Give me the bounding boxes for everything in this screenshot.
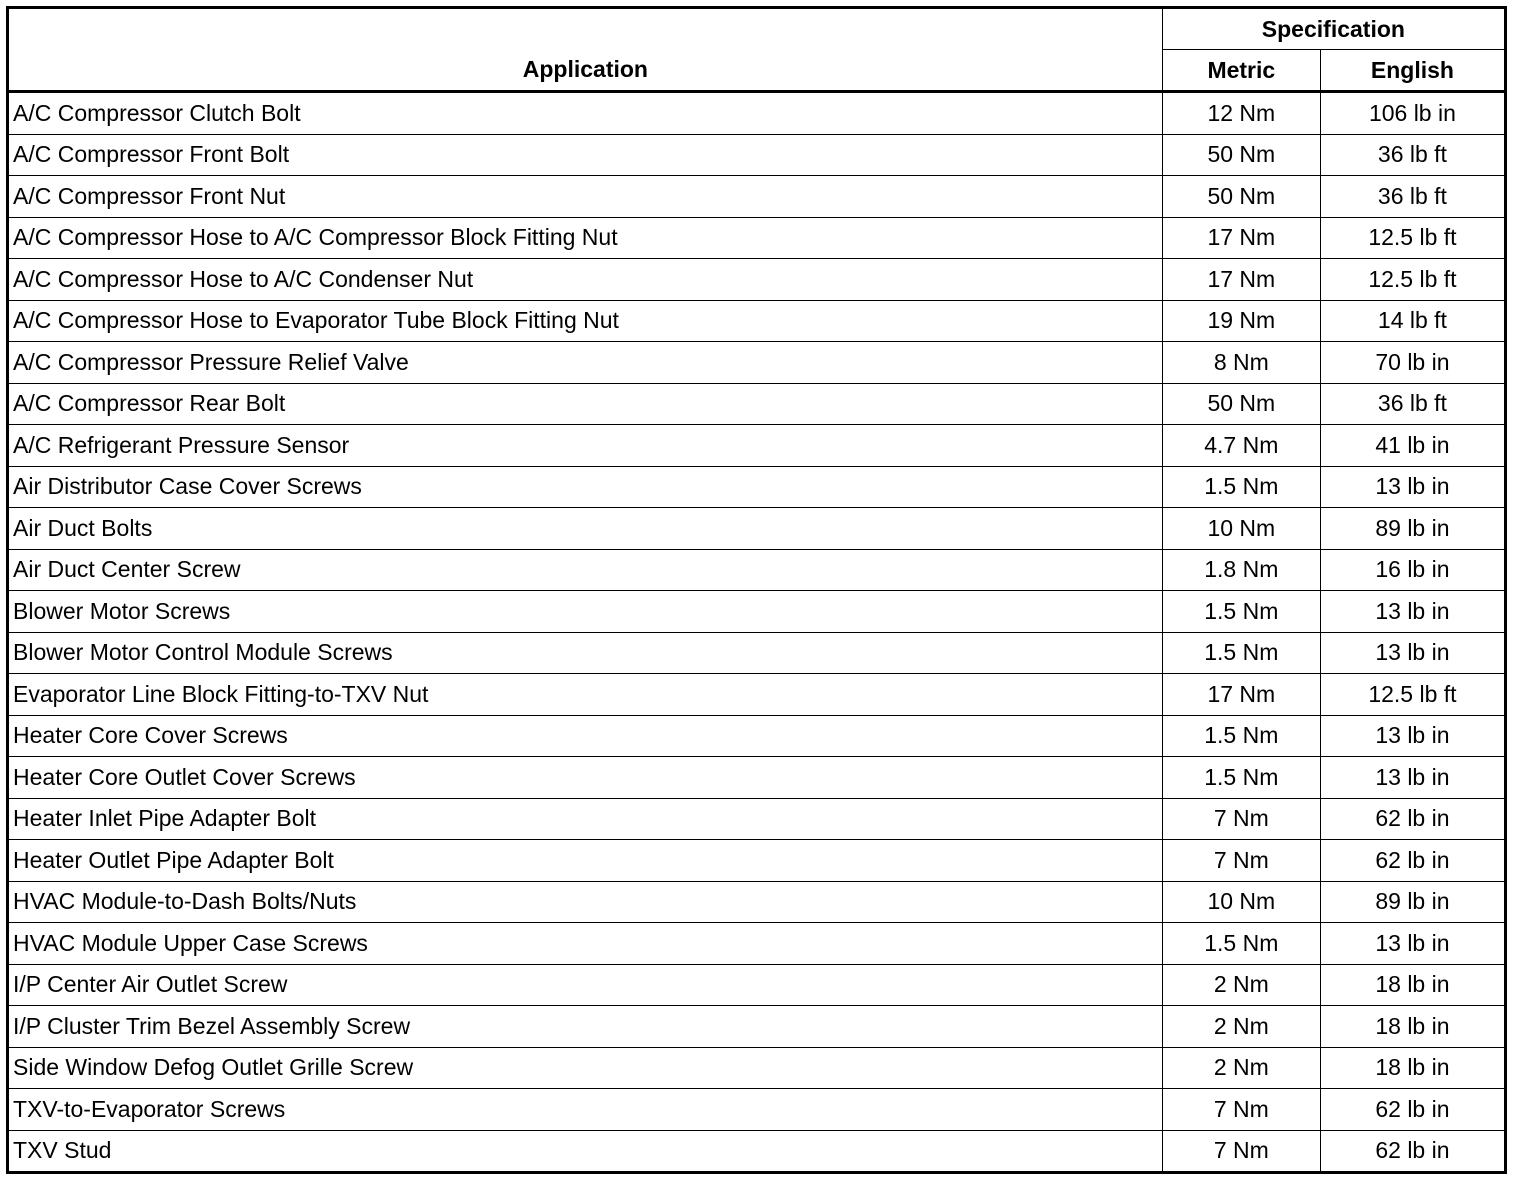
table-row [8,425,1506,467]
table-row [8,217,1506,259]
table-row [8,964,1506,1006]
metric-cell: 1.5 Nm [1162,757,1320,799]
metric-cell: 8 Nm [1162,342,1320,384]
application-cell: Air Duct Center Screw [8,549,1163,591]
english-cell: 89 lb in [1320,881,1505,923]
application-cell: Heater Core Outlet Cover Screws [8,757,1163,799]
application-cell: I/P Center Air Outlet Screw [8,964,1163,1006]
table-row [8,300,1506,342]
metric-cell: 50 Nm [1162,134,1320,176]
table-row [8,508,1506,550]
english-cell: 13 lb in [1320,466,1505,508]
english-cell: 14 lb ft [1320,300,1505,342]
application-cell: I/P Cluster Trim Bezel Assembly Screw [8,1006,1163,1048]
metric-column-header: Metric [1162,50,1320,92]
table-row [8,342,1506,384]
metric-cell: 19 Nm [1162,300,1320,342]
table-row [8,259,1506,301]
table-row [8,840,1506,882]
english-cell: 41 lb in [1320,425,1505,467]
english-cell: 62 lb in [1320,1130,1505,1173]
english-cell: 16 lb in [1320,549,1505,591]
metric-cell: 17 Nm [1162,259,1320,301]
english-cell: 12.5 lb ft [1320,674,1505,716]
application-cell: Side Window Defog Outlet Grille Screw [8,1047,1163,1089]
metric-cell: 10 Nm [1162,508,1320,550]
application-cell: Air Duct Bolts [8,508,1163,550]
metric-cell: 7 Nm [1162,798,1320,840]
application-cell: Air Distributor Case Cover Screws [8,466,1163,508]
application-cell: A/C Compressor Hose to A/C Compressor Block Fitting Nut [8,217,1163,259]
english-cell: 62 lb in [1320,798,1505,840]
english-cell: 106 lb in [1320,92,1505,135]
metric-cell: 7 Nm [1162,840,1320,882]
application-cell: Heater Core Cover Screws [8,715,1163,757]
application-cell: TXV Stud [8,1130,1163,1173]
metric-cell: 50 Nm [1162,176,1320,218]
english-cell: 12.5 lb ft [1320,217,1505,259]
english-cell: 13 lb in [1320,632,1505,674]
table-row [8,1089,1506,1131]
table-row [8,466,1506,508]
metric-cell: 1.8 Nm [1162,549,1320,591]
metric-cell: 2 Nm [1162,964,1320,1006]
english-cell: 36 lb ft [1320,383,1505,425]
table-row [8,632,1506,674]
english-cell: 36 lb ft [1320,176,1505,218]
table-row [8,549,1506,591]
application-cell: A/C Compressor Clutch Bolt [8,92,1163,135]
english-column-header: English [1320,50,1505,92]
english-cell: 18 lb in [1320,964,1505,1006]
application-cell: A/C Compressor Front Bolt [8,134,1163,176]
english-cell: 70 lb in [1320,342,1505,384]
metric-cell: 1.5 Nm [1162,591,1320,633]
table-row [8,715,1506,757]
application-cell: A/C Compressor Pressure Relief Valve [8,342,1163,384]
metric-cell: 50 Nm [1162,383,1320,425]
metric-cell: 7 Nm [1162,1089,1320,1131]
english-cell: 13 lb in [1320,715,1505,757]
table-row [8,591,1506,633]
english-cell: 18 lb in [1320,1006,1505,1048]
metric-cell: 17 Nm [1162,217,1320,259]
english-cell: 36 lb ft [1320,134,1505,176]
application-cell: TXV-to-Evaporator Screws [8,1089,1163,1131]
application-cell: Evaporator Line Block Fitting-to-TXV Nut [8,674,1163,716]
table-row [8,798,1506,840]
application-cell: Heater Inlet Pipe Adapter Bolt [8,798,1163,840]
header-row-top [8,8,1506,50]
english-cell: 13 lb in [1320,923,1505,965]
metric-cell: 7 Nm [1162,1130,1320,1173]
english-cell: 12.5 lb ft [1320,259,1505,301]
application-cell: A/C Compressor Rear Bolt [8,383,1163,425]
english-cell: 89 lb in [1320,508,1505,550]
metric-cell: 12 Nm [1162,92,1320,135]
application-cell: HVAC Module-to-Dash Bolts/Nuts [8,881,1163,923]
metric-cell: 1.5 Nm [1162,632,1320,674]
application-cell: A/C Compressor Front Nut [8,176,1163,218]
application-column-header: Application [8,8,1163,92]
table-body [8,92,1506,1173]
application-cell: Blower Motor Control Module Screws [8,632,1163,674]
table-row [8,1006,1506,1048]
table-row [8,757,1506,799]
metric-cell: 2 Nm [1162,1006,1320,1048]
table-row [8,383,1506,425]
application-cell: A/C Compressor Hose to Evaporator Tube Block Fitting Nut [8,300,1163,342]
table-row [8,134,1506,176]
table-row [8,881,1506,923]
metric-cell: 1.5 Nm [1162,923,1320,965]
english-cell: 13 lb in [1320,757,1505,799]
application-cell: Heater Outlet Pipe Adapter Bolt [8,840,1163,882]
application-cell: A/C Refrigerant Pressure Sensor [8,425,1163,467]
table-row [8,923,1506,965]
fastener-torque-spec-table [6,6,1507,1174]
metric-cell: 1.5 Nm [1162,715,1320,757]
table-row [8,1130,1506,1173]
table-row [8,1047,1506,1089]
english-cell: 62 lb in [1320,840,1505,882]
english-cell: 62 lb in [1320,1089,1505,1131]
application-cell: A/C Compressor Hose to A/C Condenser Nut [8,259,1163,301]
english-cell: 18 lb in [1320,1047,1505,1089]
specification-group-header: Specification [1162,8,1505,50]
application-cell: Blower Motor Screws [8,591,1163,633]
metric-cell: 10 Nm [1162,881,1320,923]
metric-cell: 17 Nm [1162,674,1320,716]
table-row [8,674,1506,716]
metric-cell: 2 Nm [1162,1047,1320,1089]
metric-cell: 1.5 Nm [1162,466,1320,508]
metric-cell: 4.7 Nm [1162,425,1320,467]
application-cell: HVAC Module Upper Case Screws [8,923,1163,965]
table-row [8,176,1506,218]
english-cell: 13 lb in [1320,591,1505,633]
table-row [8,92,1506,135]
